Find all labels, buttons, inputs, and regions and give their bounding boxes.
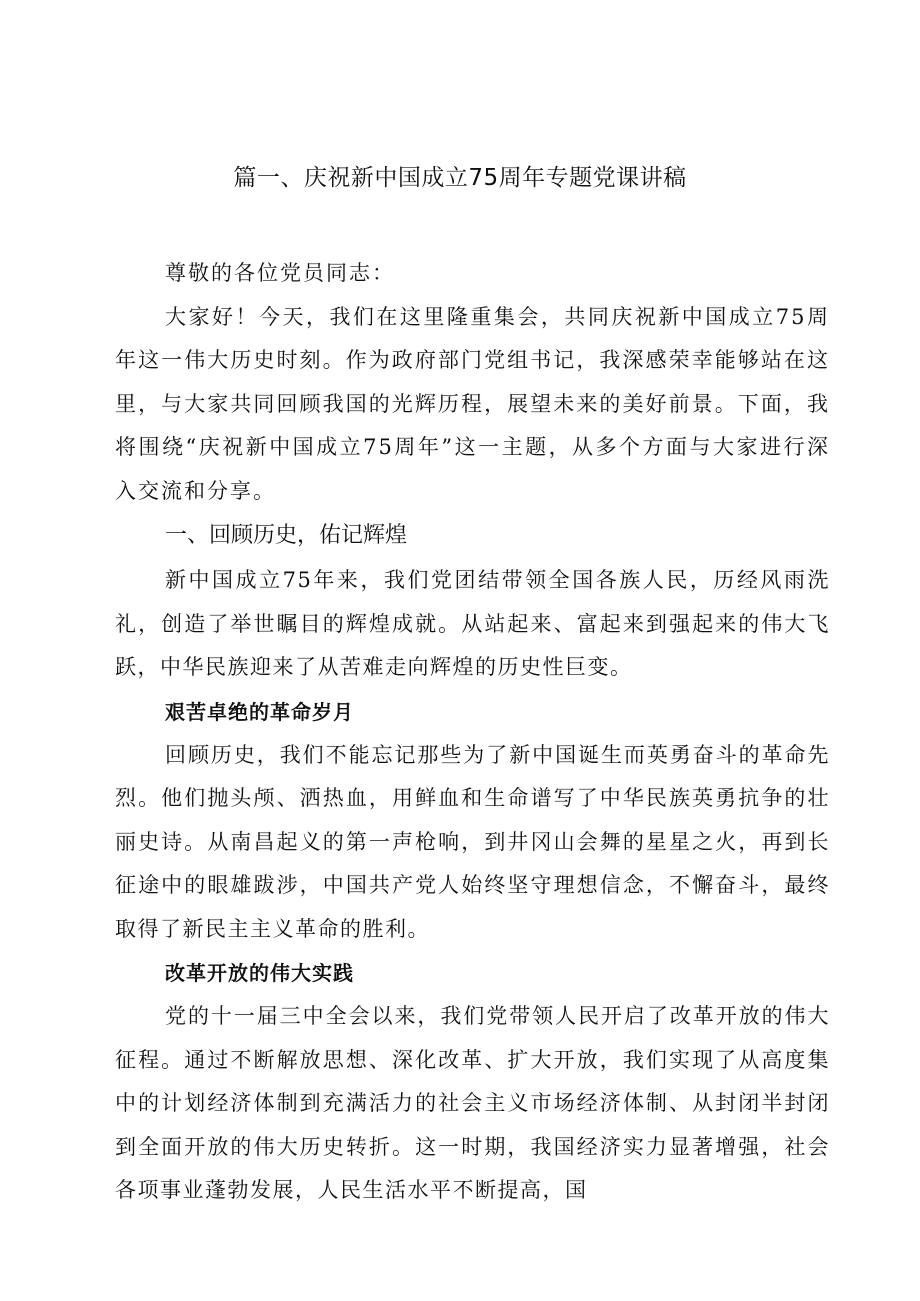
- section-paragraph-history: 新中国成立75年来，我们党团结带领全国各族人民，历经风雨洗礼，创造了举世瞩目的辉煌成就。从站起来、富起来到强起来的伟大飞跃，中华民族迎来了从苦难走向辉煌的历史性巨变。: [115, 568, 830, 679]
- document-body: [115, 252, 830, 1213]
- subheading-revolution: 艰苦卓绝的革命岁月: [165, 699, 354, 724]
- paragraph-reform: 党的十一届三中全会以来，我们党带领人民开启了改革开放的伟大征程。通过不断解放思想、深化改革、扩大开放，我们实现了从高度集中的计划经济体制到充满活力的社会主义市场经济体制、从封闭半封闭到全面开放的伟大历史转折。这一时期，我国经济实力显著增强，社会各项事业蓬勃发展，人民生活水平不断提高，国: [115, 1004, 830, 1202]
- salutation: 尊敬的各位党员同志：: [165, 261, 395, 285]
- document-title: 篇一、庆祝新中国成立75周年专题党课讲稿: [233, 165, 687, 191]
- subheading-reform: 改革开放的伟大实践: [165, 961, 354, 985]
- section-heading-history: 一、回顾历史，佑记辉煌: [165, 523, 408, 548]
- intro-paragraph: 大家好！今天，我们在这里隆重集会，共同庆祝新中国成立75周年这一伟大历史时刻。作为政府部门党组书记，我深感荣幸能够站在这里，与大家共同回顾我国的光辉历程，展望未来的美好前景。下面，我将围绕“庆祝新中国成立75周年”这一主题，从多个方面与大家进行深入交流和分享。: [115, 304, 830, 503]
- paragraph-revolution: 回顾历史，我们不能忘记那些为了新中国诞生而英勇奋斗的革命先烈。他们抛头颅、洒热血，用鲜血和生命谱写了中华民族英勇抗争的壮丽史诗。从南昌起义的第一声枪响，到井冈山会舞的星星之火，再到长征途中的眼雄跋涉，中国共产党人始终坚守理想信念，不懈奋斗，最终取得了新民主主义革命的胜利。: [115, 742, 830, 941]
